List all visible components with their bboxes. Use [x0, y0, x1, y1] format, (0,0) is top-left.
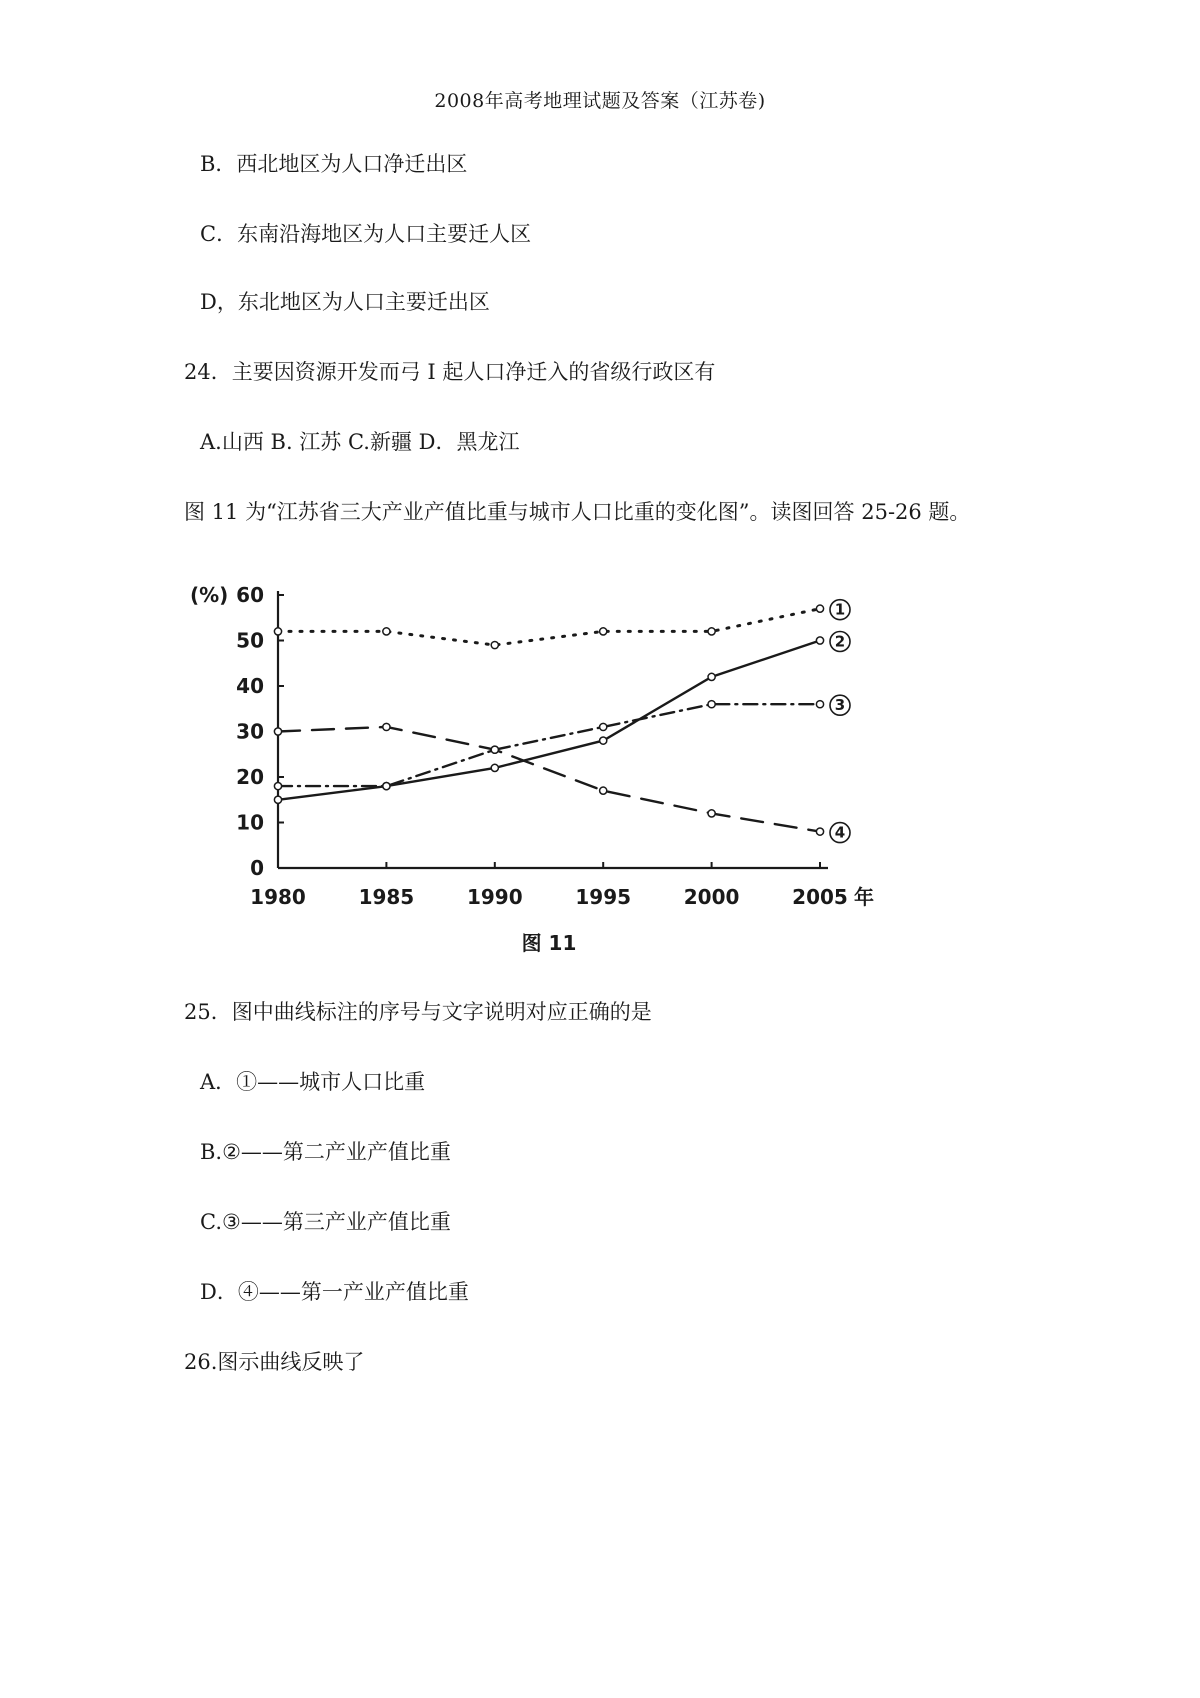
data-point	[383, 723, 390, 730]
data-point	[274, 728, 281, 735]
series-line-1	[278, 609, 820, 645]
x-tick-label: 2000	[683, 885, 740, 909]
y-tick-label: 60	[236, 583, 264, 607]
y-tick-label: 20	[236, 765, 264, 789]
data-point	[816, 605, 823, 612]
data-point	[274, 796, 281, 803]
series-label: 1	[834, 600, 846, 619]
chart-series-labels	[830, 600, 850, 843]
figure-intro: 图 11 为“江苏省三大产业产值比重与城市人口比重的变化图”。读图回答 25-26 题。	[184, 500, 971, 524]
y-axis-label: (%)	[190, 583, 229, 607]
chart-series	[274, 605, 823, 835]
series-line-4	[278, 727, 820, 832]
x-tick-label: 1985	[358, 885, 415, 909]
x-tick-label: 2005	[792, 885, 848, 909]
y-tick-label: 50	[236, 628, 264, 653]
data-point	[708, 701, 715, 708]
data-point	[816, 701, 823, 708]
figure-11-line-chart	[190, 583, 950, 980]
x-tick-label: 1995	[575, 885, 632, 909]
page-header: 2008年高考地理试题及答案（江苏卷)	[434, 90, 766, 112]
x-tick-label: 1990	[466, 885, 523, 909]
question-25: 25．图中曲线标注的序号与文字说明对应正确的是	[184, 1000, 652, 1024]
data-point	[491, 641, 498, 648]
x-axis-unit: 年	[854, 885, 874, 909]
y-tick-label: 10	[236, 810, 264, 835]
data-point	[491, 746, 498, 753]
data-point	[708, 673, 715, 680]
data-point	[600, 723, 607, 730]
series-line-2	[278, 641, 820, 800]
q25-option-d: D．④——第一产业产值比重	[200, 1280, 469, 1304]
y-tick-label: 30	[236, 719, 264, 744]
data-point	[274, 628, 281, 635]
series-label: 4	[834, 823, 846, 842]
data-point	[274, 783, 281, 790]
q23-option-b: B．西北地区为人口净迁出区	[200, 152, 468, 176]
q24-options: A.山西 B. 江苏 C.新疆 D．黑龙江	[200, 430, 520, 454]
data-point	[600, 787, 607, 794]
data-point	[600, 737, 607, 744]
data-point	[600, 628, 607, 635]
data-point	[383, 628, 390, 635]
question-26: 26.图示曲线反映了	[184, 1350, 365, 1374]
q25-option-c: C.③——第三产业产值比重	[200, 1210, 451, 1234]
series-label: 3	[834, 696, 846, 715]
series-label: 2	[834, 632, 846, 651]
q25-option-a: A．①——城市人口比重	[200, 1070, 426, 1094]
data-point	[816, 828, 823, 835]
data-point	[708, 628, 715, 635]
y-tick-label: 0	[250, 856, 264, 880]
q25-option-b: B.②——第二产业产值比重	[200, 1140, 451, 1164]
y-tick-label: 40	[236, 674, 264, 698]
data-point	[383, 783, 390, 790]
q23-option-d: D，东北地区为人口主要迁出区	[200, 290, 490, 314]
series-line-3	[278, 704, 820, 786]
data-point	[816, 637, 823, 644]
figure-caption: 图 11	[521, 931, 577, 955]
data-point	[491, 764, 498, 771]
data-point	[708, 810, 715, 817]
question-24: 24．主要因资源开发而弓 I 起人口净迁入的省级行政区有	[184, 360, 716, 384]
q23-option-c: C．东南沿海地区为人口主要迁人区	[200, 222, 532, 246]
x-tick-label: 1980	[250, 885, 306, 909]
